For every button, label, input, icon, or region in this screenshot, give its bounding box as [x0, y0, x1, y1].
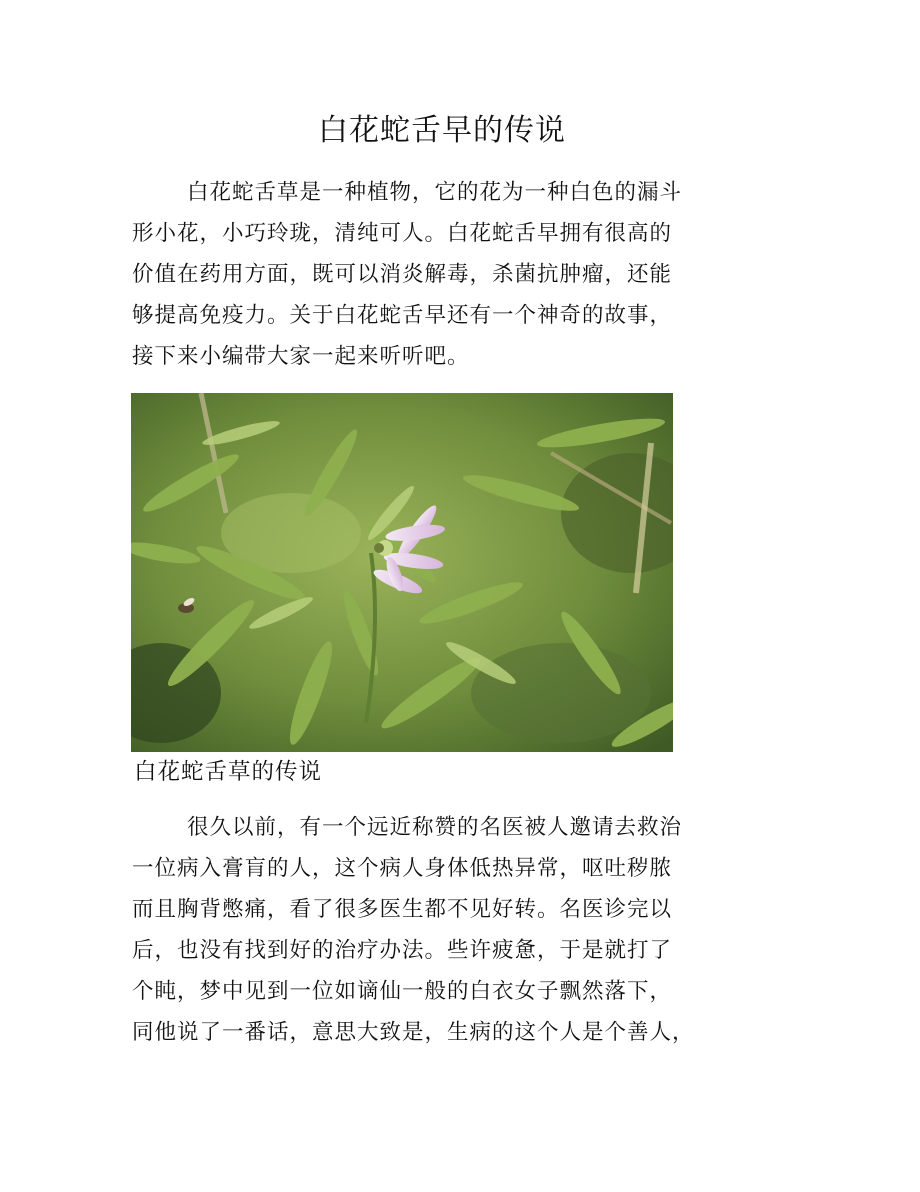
intro-line-text: 白花蛇舌草是一种植物，它的花为一种白色的漏斗 [187, 180, 683, 205]
story-line: 而且胸背憋痛，看了很多医生都不见好转。名医诊完以 [132, 897, 673, 922]
story-line: 同他说了一番话，意思大致是，生病的这个人是个善人， [132, 1020, 695, 1045]
story-line [132, 807, 732, 848]
intro-line: 价值在药用方面，既可以消炎解毒，杀菌抗肿瘤，还能 [132, 262, 673, 287]
section-heading: 白花蛇舌草的传说 [134, 759, 323, 785]
intro-line: 形小花，小巧玲珑，清纯可人。白花蛇舌早拥有很高的 [132, 221, 673, 246]
story-line: 后，也没有找到好的治疗办法。些许疲惫，于是就打了 [132, 938, 673, 963]
story-line: 个盹，梦中见到一位如谪仙一般的白衣女子飘然落下， [132, 979, 673, 1004]
story-line-text: 很久以前，有一个远近称赞的名医被人邀请去救治 [187, 815, 683, 840]
story-line: 一位病入膏肓的人，这个病人身体低热异常，呕吐秽脓 [132, 856, 673, 881]
document-title: 白花蛇舌早的传说 [318, 113, 566, 148]
flower-photo [131, 393, 673, 752]
intro-paragraph [132, 172, 732, 377]
story-paragraph [132, 807, 732, 1053]
intro-line [132, 172, 732, 213]
intro-line: 接下来小编带大家一起来听听吧。 [132, 344, 470, 369]
intro-line: 够提高免疫力。关于白花蛇舌早还有一个神奇的故事， [132, 303, 673, 328]
